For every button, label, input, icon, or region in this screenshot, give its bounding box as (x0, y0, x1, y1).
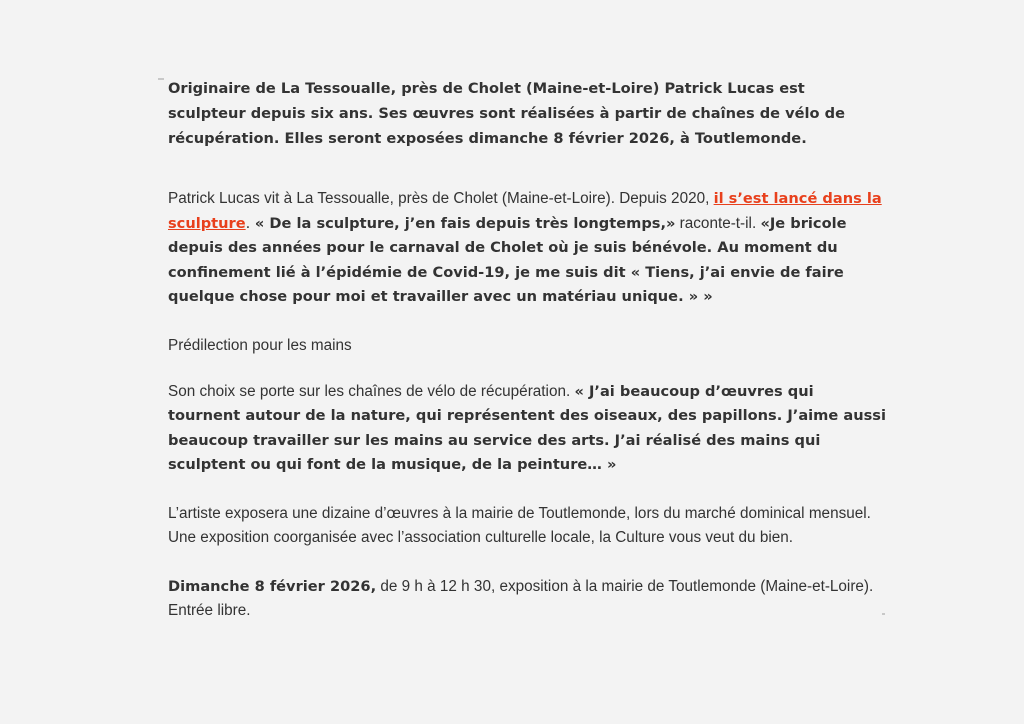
paragraph-1-quote-1: « De la sculpture, j’en fais depuis très longtemps,» (254, 214, 676, 232)
event-date: Dimanche 8 février 2026, (168, 577, 377, 595)
article-lead: Originaire de La Tessoualle, près de Cholet (Maine-et-Loire) Patrick Lucas est sculpteur depuis six ans. Ses œuvres sont réalisées à partir de chaînes de vélo de récupération. Elles seront exposées dimanche 8 février 2026, à Toutlemonde. (168, 80, 845, 147)
paragraph-3: L’artiste exposera une dizaine d’œuvres à la mairie de Toutlemonde, lors du marché dominical mensuel. Une exposition coorganisée avec l’association culturelle locale, la Culture vous veut du bien. (168, 504, 871, 546)
scan-mark (158, 78, 164, 80)
paragraph-2-quote: « J’ai beaucoup d’œuvres qui tournent autour de la nature, qui représentent des oiseaux, des papillons. J’aime aussi beaucoup travailler sur les mains au service des arts. J’ai réalisé des mains qui sculptent ou qui font de la musique, de la peinture… » (168, 382, 886, 473)
paragraph-1 (168, 187, 886, 310)
paragraph-1-intro: Patrick Lucas vit à La Tessoualle, près de Cholet (Maine-et-Loire). Depuis 2020, (168, 190, 714, 207)
sculpture-link[interactable]: il s’est lancé dans la sculpture (168, 190, 882, 232)
paragraph-1-quote-2: «Je bricole depuis des années pour le carnaval de Cholet où je suis bénévole. Au moment du confinement lié à l’épidémie de Covid-19, je me suis dit « Tiens, j’ai envie de faire quelque chose pour moi et travailler avec un matériau unique. » » (168, 214, 847, 305)
article-body (168, 76, 886, 624)
paragraph-1-after-link: . (245, 214, 255, 232)
event-details: de 9 h à 12 h 30, exposition à la mairie de Toutlemonde (Maine-et-Loire). Entrée libre. (168, 577, 874, 619)
paragraph-1-mid: raconte-t-il. (675, 214, 761, 232)
paragraph-2 (168, 380, 886, 478)
subheading: Prédilection pour les mains (168, 336, 352, 354)
paragraph-2-intro: Son choix se porte sur les chaînes de vélo de récupération. (168, 382, 575, 400)
paragraph-4 (168, 575, 886, 624)
